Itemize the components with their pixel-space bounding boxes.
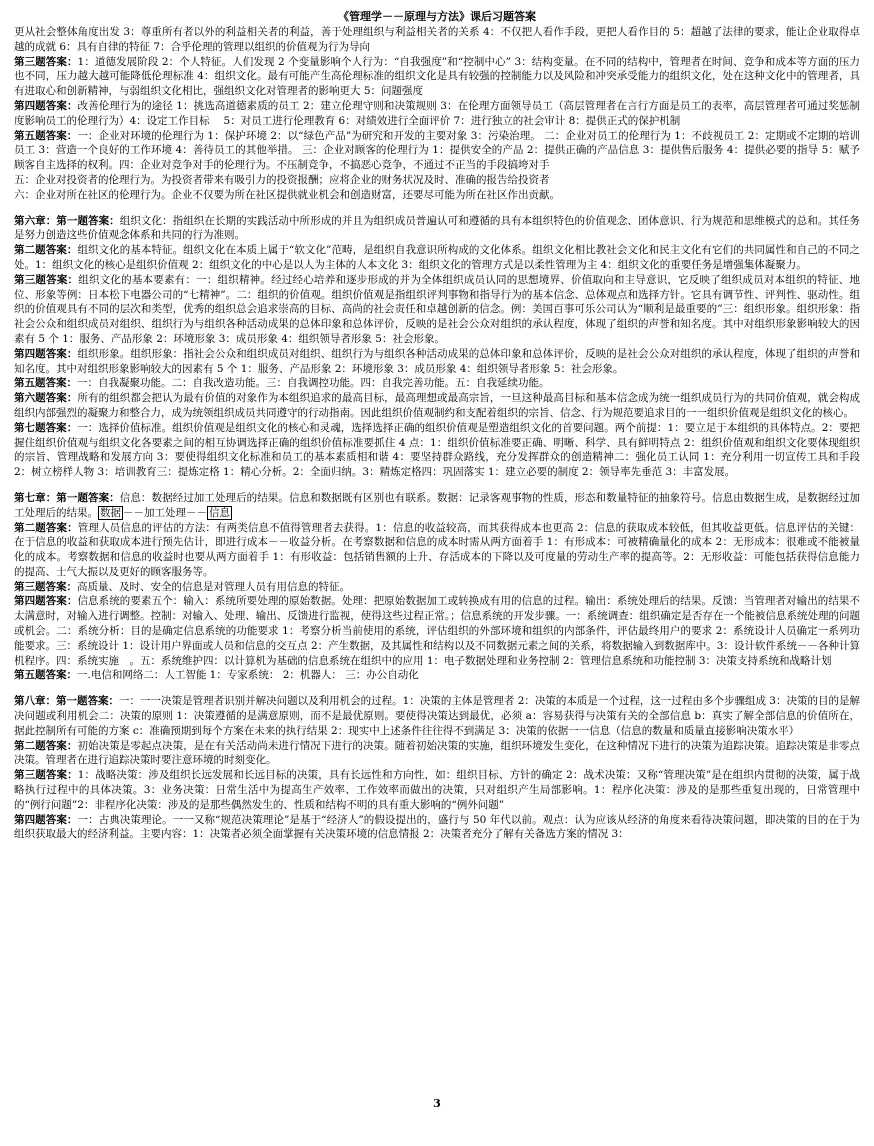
- document-title: 《管理学－－原理与方法》课后习题答案: [338, 10, 536, 23]
- paragraph-text: 1：战略决策：涉及组织长远发展和长远目标的决策，具有长远性和方向性，如：组织目标、方针的确定 2：战术决策：又称“管理决策”是在组织内贯彻的决策，属于战略执行过程中的具体决策。3：业务决策：日常生活中为提高生产效率、工作效率而做出的决策，只对组织产生局部影响。1：程序化决策：涉及的是那些重复出现的，日常管理中的“例行问题”2：非程序化决策：涉及的是那些偶然发生的、性质和结构不明的具有重大影响的“例外问题”: [14, 769, 860, 811]
- section-gap: [14, 480, 860, 491]
- paragraph: [14, 376, 860, 391]
- paragraph: [14, 813, 860, 843]
- paragraph-text: 信息系统的要素五个：输入：系统所要处理的原始数据。处理：把原始数据加工或转换成有用的信息的过程。输出：系统处理后的结果。反馈：当管理者对输出的结果不太满意时，对输入进行调整。控制：对输入、处理、输出、反馈进行监视，使得这些过程正常。；信息系统的开发步骤。一：系统调查：组织确定是否存在一个能被信息系统处理的问题或机会。二：系统分析：目的是确定信息系统的功能要求 1：考察分析当前使用的系统，评估组织的外部环境和组织的内部条件，评估最终用户的要求 2：系统设计人员确定一系列功能要求。三：系统设计 1：设计用户界面或人员和信息的交互点 2：产生数据，及其属性和结构以及不同数据元素之间的关系，将数据输入到数据库中。3：设计软件系统－－各种计算机程序。四：系统实施 。五：系统维护四：以计算机为基础的信息系统在组织中的应用 1：电子数据处理和业务控制 2：管理信息系统和功能控制 3：决策支持系统和战略计划: [14, 595, 861, 667]
- paragraph-text: 组织形象。组织形象：指社会公众和组织成员对组织、组织行为与组织各种活动成果的总体印象和总体评价，反映的是社会公众对组织的承认程度，体现了组织的声誉和知名度。其中对组织形象影响较大的因素有 5 个 1：服务、产品形象 2：环境形象 3：成员形象 4：组织领导者形象 5：社会形象。: [14, 347, 861, 375]
- paragraph: [14, 668, 860, 683]
- paragraph-text: 六：企业对所在社区的伦理行为。企业不仅要为所在社区提供就业机会和创造财富，还要尽可能为所在社区作出贡献。: [14, 188, 560, 201]
- answer-heading: 第二题答案：: [14, 739, 78, 752]
- section-gap: [14, 683, 860, 694]
- paragraph-text: 一.电信和网络二：人工智能 1：专家系统： 2：机器人： 三：办公自动化: [77, 669, 419, 682]
- paragraph: [14, 99, 860, 129]
- answer-heading: 第三题答案：: [14, 273, 79, 286]
- paragraph: [14, 694, 860, 738]
- paragraph: [14, 214, 860, 244]
- page-number: 3: [433, 1097, 441, 1110]
- paragraph-text: 更从社会整体角度出发 3：尊重所有者以外的利益相关者的利益，善于处理组织与利益相关者的关系 4：不仅把人看作手段，更把人看作目的 5：超越了法律的要求，能让企业取得卓越的成就 6：具有自律的特征 7：合乎伦理的管理以组织的价值观为行为导向: [14, 26, 860, 53]
- answer-heading: 第八章：第一题答案：: [14, 695, 120, 708]
- paragraph: [14, 273, 860, 347]
- boxed-term-info: 信息: [209, 506, 230, 519]
- process-arrow-text: －－加工处理－－: [123, 506, 207, 519]
- document-body: [14, 25, 860, 842]
- paragraph-text: 五：企业对投资者的伦理行为。为投资者带来有吸引力的投资报酬；应将企业的财务状况及时、准确的报告给投资者: [14, 173, 550, 186]
- answer-heading: 第七章：第一题答案：: [14, 491, 120, 504]
- paragraph-text: 组织文化：指组织在长期的实践活动中所形成的并且为组织成员普遍认可和遵循的具有本组织特色的价值观念、团体意识、行为规范和思维模式的总和。其任务是努力创造这些价值观念体系和共同的行为准则。: [14, 214, 861, 242]
- answer-heading: 第五题答案：: [14, 129, 78, 142]
- paragraph-text: 一：古典决策理论。一一又称“规范决策理论”是基于“经济人”的假设提出的，盛行与 50 年代以前。观点：认为应该从经济的角度来看待决策问题，即决策的目的在于为组织获取最大的经济利益。主要内容：1：决策者必须全面掌握有关决策环境的信息情报 2：决策者充分了解有关备选方案的情况 3：: [14, 813, 860, 841]
- paragraph: [14, 594, 860, 668]
- answer-heading: 第二题答案：: [14, 521, 78, 534]
- paragraph: [14, 347, 860, 377]
- answer-heading: 第六题答案：: [14, 392, 78, 405]
- answer-heading: 第五题答案：: [14, 377, 77, 390]
- answer-heading: 第四题答案：: [14, 99, 78, 112]
- answer-heading: 第三题答案：: [14, 55, 78, 68]
- paragraph: [14, 739, 860, 769]
- paragraph: [14, 173, 860, 188]
- paragraph: [14, 768, 860, 812]
- answer-heading: 第三题答案：: [14, 580, 77, 593]
- paragraph: [14, 129, 860, 173]
- paragraph: [14, 421, 860, 480]
- section-gap: [14, 203, 860, 214]
- boxed-term-data: 数据: [100, 506, 121, 519]
- paragraph: [14, 243, 860, 273]
- answer-heading: 第三题答案：: [14, 769, 78, 782]
- paragraph-text: 组织文化的基本特征。组织文化在本质上属于“软文化”范畴，是组织自我意识所构成的文化体系。组织文化相比教社会文化和民主文化有它们的共同属性和自己的不同之处。1：组织文化的核心是组织价值观 2：组织文化的中心是以人为主体的人本文化 3：组织文化的管理方式是以柔性管理为主 4：组织文化的重要任务是增强集体凝聚力。: [14, 244, 861, 271]
- paragraph: [14, 25, 860, 55]
- paragraph: [14, 55, 860, 99]
- answer-heading: 第四题答案：: [14, 595, 78, 608]
- answer-heading: 第五题答案：: [14, 669, 77, 682]
- paragraph-text: 一：企业对环境的伦理行为 1：保护环境 2：以“绿色产品”为研究和开发的主要对象 3：污染治理。 二：企业对员工的伦理行为 1：不歧视员工 2：定期或不定期的培训员工 3：营造一个良好的工作环境 4：善待员工的其他举措。 三：企业对顾客的伦理行为 1：提供安全的产品 2：提供正确的产品信息 3：提供售后服务 4：提供必要的指导 5：赋予顾客自主选择的权利。四：企业对竞争对手的伦理行为。不压制竞争，不搞恶心竞争，不通过不正当的手段搞垮对手: [14, 129, 860, 172]
- paragraph-text: 1：道德发展阶段 2：个人特征。人们发现 2 个变量影响个人行为：“自我强度”和“控制中心” 3：结构变量。在不同的结构中，管理者在时间、竞争和成本等方面的压力也不同，压力越大越可能降低伦理标准 4：组织文化。最有可能产生高伦理标准的组织文化是具有较强的控制能力以及风险和冲突承受能力的组织文化，处在这种文化中的管理者，具有进取心和创新精神，与弱组织文化相比，强组织文化对管理者的影响更大 5：问题强度: [14, 55, 861, 98]
- paragraph-text: 改善伦理行为的途径 1：挑选高道德素质的员工 2：建立伦理守则和决策规则 3：在伦理方面领导员工（高层管理者在言行方面是员工的表率，高层管理者可通过奖惩制度影响员工的伦理行为）4：设定工作目标 5：对员工进行伦理教育 6：对绩效进行全面评价 7：进行独立的社会审计 8：提供正式的保护机制: [14, 99, 860, 127]
- paragraph: [14, 391, 860, 421]
- paragraph-text: 一：一一决策是管理者识别并解决问题以及利用机会的过程。1：决策的主体是管理者 2：决策的本质是一个过程，这一过程由多个步骤组成 3：决策的目的是解决问题或利用机会二：决策的原则 1：决策遵循的是满意原则，而不是最优原则。要使得决策达到最优，必须 a：容易获得与决策有关的全部信息 b：真实了解全部信息的价值所在，据此控制所有可能的方案 c：准确预期到每个方案在未来的执行结果 2：现实中上述条件往往得不到满足 3：决策的依据一一信息（信息的数量和质量直接影响决策水平）: [14, 695, 861, 737]
- paragraph-text: 管理人员信息的评估的方法：有两类信息不值得管理者去获得。1：信息的收益较高，而其获得成本也更高 2：信息的获取成本较低，但其收益更低。信息评估的关键：在于信息的收益和获取成本进行预先估计，即进行成本－－收益分析。在考察数据和信息的成本时需从两方面着手 1：有形成本：可被精确量化的成本 2：无形成本：很难或不能被量化的成本。考察数据和信息的收益时也要从两方面着手 1：有形收益：包括销售额的上升、存活成本的下降以及可度量的劳动生产率的提高等。2：无形收益：可能包括获得信息能力的提高、士气大振以及更好的顾客服务等。: [14, 521, 861, 578]
- answer-heading: 第四题答案：: [14, 813, 78, 826]
- answer-heading: 第六章：第一题答案：: [14, 214, 120, 227]
- paragraph: [14, 521, 860, 580]
- answer-heading: 第七题答案：: [14, 421, 78, 434]
- paragraph-text: 初始决策是零起点决策，是在有关活动尚未进行情况下进行的决策。随着初始决策的实施，组织环境发生变化，在这种情况下进行的决策为追踪决策。追踪决策是非零点决策。管理者在进行追踪决策时要注意环境的时刻变化。: [14, 739, 861, 767]
- paragraph: [14, 188, 860, 203]
- paragraph-text: 组织文化的基本要素有：一：组织精神。经过经心培养和逐步形成的并为全体组织成员认同的思想境界、价值取向和主导意识，它反映了组织成员对本组织的特征、地位、形象等例：日本松下电器公司的“七精神”。二：组织的价值观。组织价值观是指组织评判事物和指导行为的基本信念、总体观点和选择方针。它具有调节性、评判性、驱动性。组织的价值观具有不同的层次和类型，优秀的组织总会追求崇高的目标、高尚的社会责任和卓越创新的信念。例：美国百事可乐公司认为“顺利是最重要的”三：组织形象。组织形象：指社会公众和组织成员对组织、组织行为与组织各种活动成果的总体印象和总体评价，反映的是社会公众对组织的承认程度，体现了组织的声誉和知名度。其中对组织形象影响较大的因素有 5 个 1：服务、产品形象 2：环境形象 3：成员形象 4：组织领导者形象 5：社会形象。: [14, 273, 861, 345]
- paragraph-text: 高质量、及时、安全的信息是对管理人员有用信息的特征。: [77, 580, 350, 593]
- paragraph-text: 信息：数据经过加工处理后的结果。信息和数据既有区别也有联系。数据：记录客观事物的性质，形态和数量特征的抽象符号。信息由数据生成，是数据经过加工处理后的结果。: [14, 491, 861, 519]
- paragraph-text: 一：自我凝聚功能。二：自我改造功能。三：自我调控功能。四：自我完善功能。五：自我延续功能。: [77, 377, 550, 390]
- answer-heading: 第四题答案：: [14, 347, 78, 360]
- paragraph-text: 一：选择价值标准。组织价值观是组织文化的核心和灵魂，选择选择正确的组织价值观是塑造组织文化的首要问题。两个前提：1：要立足于本组织的具体特点。2：要把握住组织价值观与组织文化各要素之间的相互协调选择正确的组织价值标准要抓住 4 点：1：组织价值标准要正确、明晰、科学、具有鲜明特点 2：组织价值观和组织文化要体现组织的宗旨、管理战略和发展方向 3：要使得组织文化标准和员工的基本素质相和谐 4：要坚持群众路线，充分发挥群众的创造精神二：强化员工认同 1：充分利用一切宣传工具和手段 2：树立榜样人物 3：培训教育三：提炼定格 1：精心分析。2：全面归纳。3：精炼定格四：巩固落实 1：建立必要的制度 2：领导率先垂范 3：丰富发展。: [14, 421, 861, 479]
- paragraph: [14, 491, 860, 521]
- answer-heading: 第二题答案：: [14, 244, 78, 257]
- paragraph: [14, 580, 860, 595]
- paragraph-text: 所有的组织都会把认为最有价值的对象作为本组织追求的最高目标，最高理想或最高宗旨，一旦这种最高目标和基本信念成为统一组织成员行为的共同价值观，就会构成组织内部强烈的凝聚力和整合力，成为统领组织成员共同遵守的行动指南。因此组织价值观制约和支配着组织的宗旨、信念、行为规范要追求目的一一组织价值观是组织文化的核心。: [14, 392, 861, 419]
